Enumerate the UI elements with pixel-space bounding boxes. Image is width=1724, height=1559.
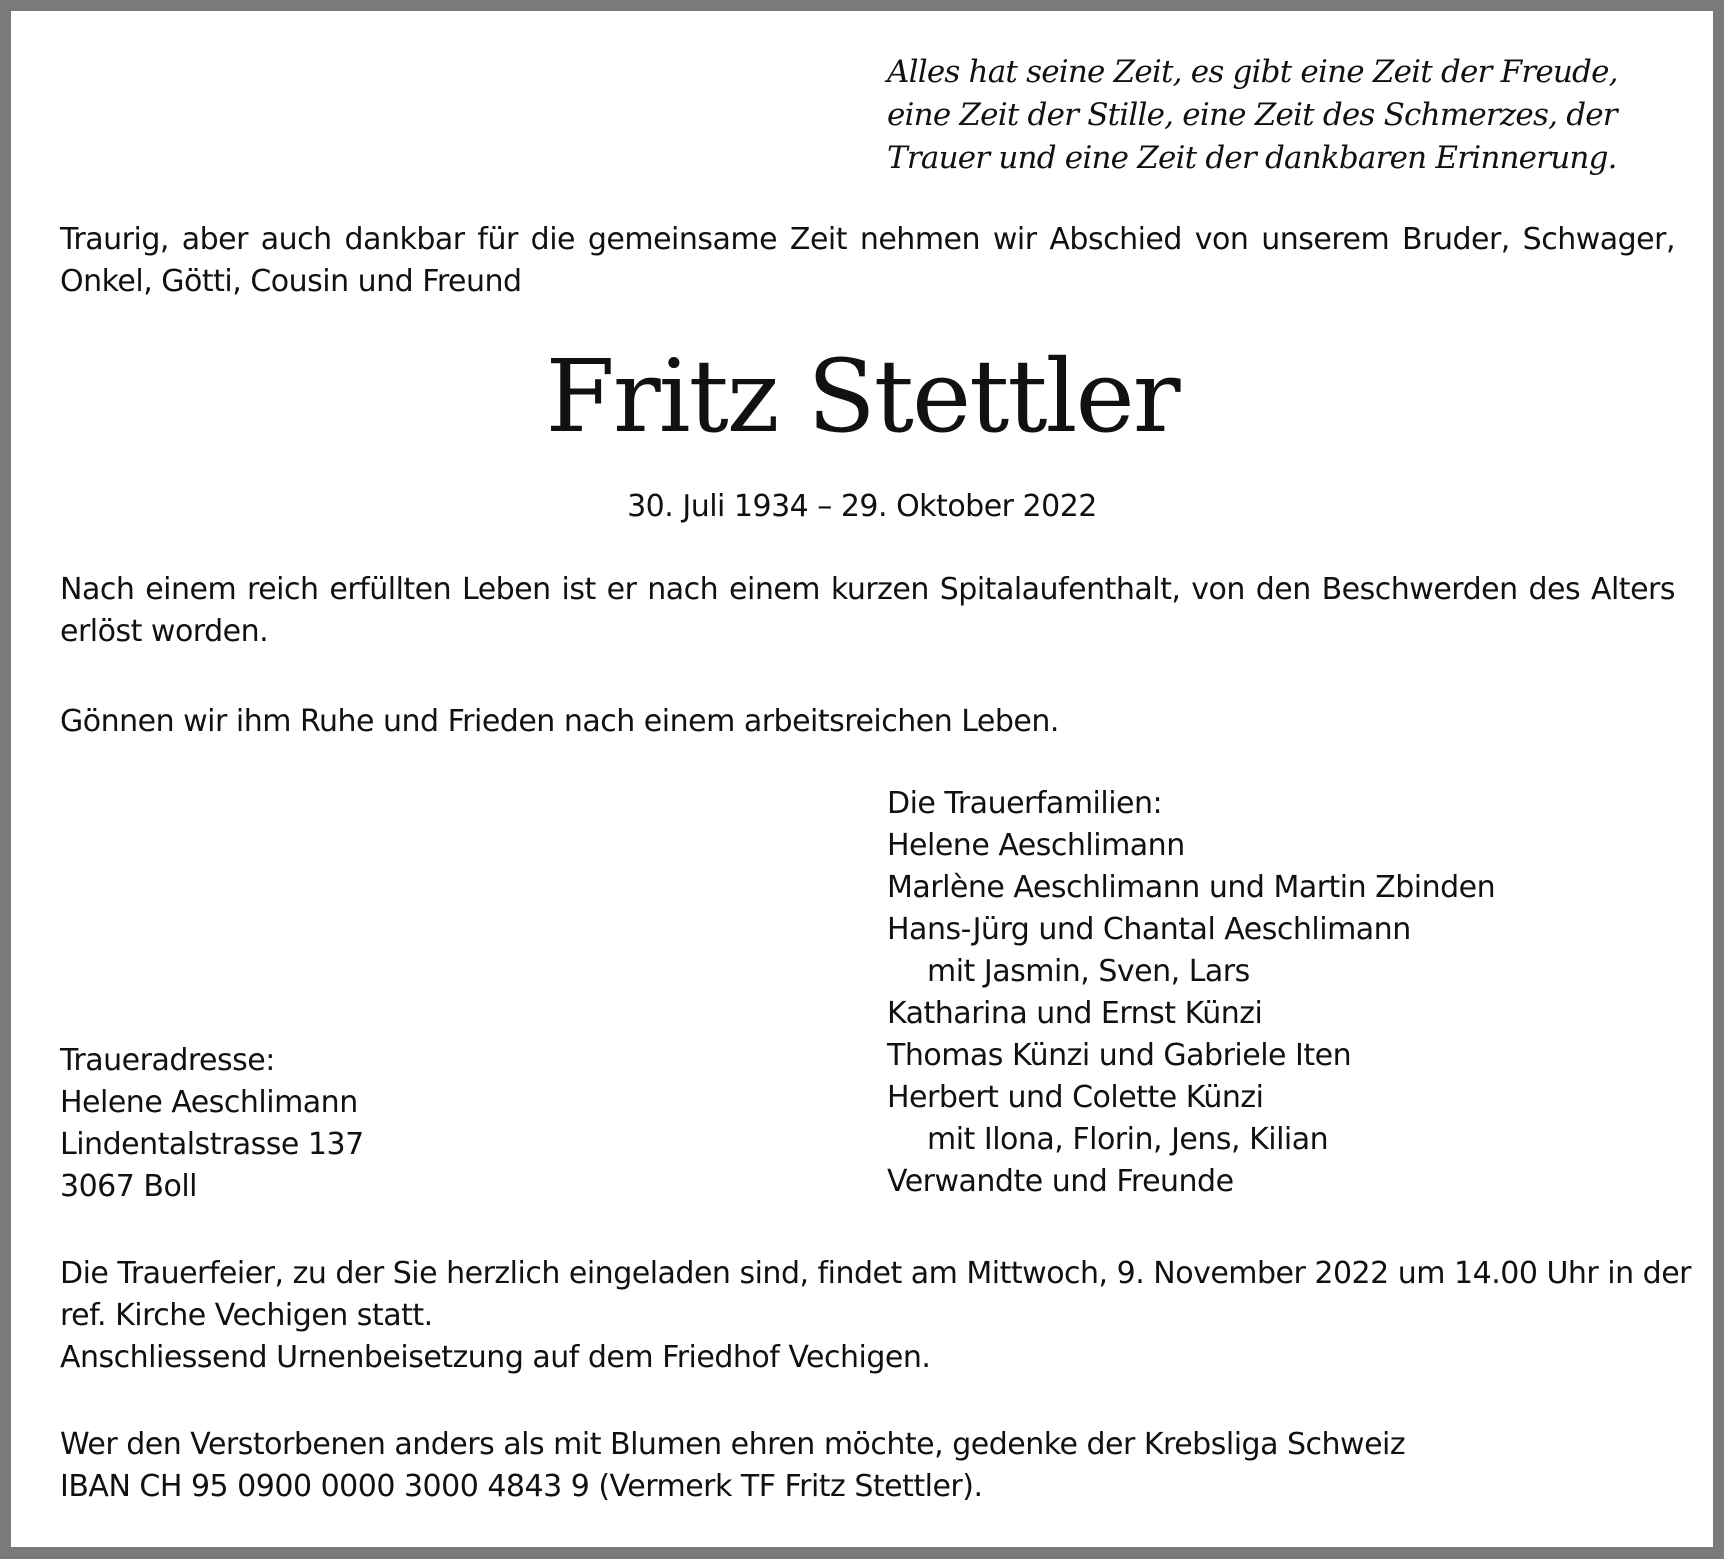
life-dates: 30. Juli 1934 – 29. Oktober 2022 bbox=[627, 489, 1097, 524]
address-street: Lindentalstrasse 137 bbox=[60, 1127, 364, 1162]
family-line: Verwandte und Freunde bbox=[887, 1164, 1234, 1199]
life-paragraph: Nach einem reich erfüllten Leben ist er nach einem kurzen Spitalaufenthalt, von den Beschwerden des Alters erlöst worden. bbox=[60, 572, 1675, 649]
address-heading: Traueradresse: bbox=[60, 1043, 275, 1078]
quote-line: eine Zeit der Stille, eine Zeit des Schmerzes, der bbox=[887, 97, 1617, 133]
ceremony-line: ref. Kirche Vechigen statt. bbox=[60, 1298, 433, 1333]
donation-info bbox=[60, 1424, 1405, 1508]
deceased-name: Fritz Stettler bbox=[545, 338, 1179, 455]
obituary-card bbox=[11, 11, 1713, 1547]
intro-text: Traurig, aber auch dankbar für die gemeinsame Zeit nehmen wir Abschied von unserem Bruder, Schwager, Onkel, Götti, Cousin und Freund bbox=[60, 222, 1675, 299]
rest-paragraph: Gönnen wir ihm Ruhe und Frieden nach einem arbeitsreichen Leben. bbox=[60, 704, 1059, 739]
address-city: 3067 Boll bbox=[60, 1169, 197, 1204]
ceremony-line: Anschliessend Urnenbeisetzung auf dem Friedhof Vechigen. bbox=[60, 1340, 931, 1375]
donation-iban: IBAN CH 95 0900 0000 3000 4843 9 (Vermerk TF Fritz Stettler). bbox=[60, 1469, 983, 1504]
family-line: Hans-Jürg und Chantal Aeschlimann bbox=[887, 912, 1411, 947]
ceremony-line: Die Trauerfeier, zu der Sie herzlich eingeladen sind, findet am Mittwoch, 9. November 2022 um 14.00 Uhr in der bbox=[60, 1256, 1692, 1291]
address-name: Helene Aeschlimann bbox=[60, 1085, 358, 1120]
family-line: mit Ilona, Florin, Jens, Kilian bbox=[927, 1122, 1329, 1157]
quote-line: Trauer und eine Zeit der dankbaren Erinnerung. bbox=[887, 140, 1617, 176]
ceremony-info bbox=[60, 1253, 1692, 1379]
quote-line: Alles hat seine Zeit, es gibt eine Zeit der Freude, bbox=[887, 54, 1618, 90]
family-line: Helene Aeschlimann bbox=[887, 828, 1185, 863]
family-line: Thomas Künzi und Gabriele Iten bbox=[887, 1038, 1352, 1073]
mourning-families bbox=[887, 783, 1495, 1203]
quote bbox=[887, 51, 1618, 180]
family-line: mit Jasmin, Sven, Lars bbox=[927, 954, 1250, 989]
family-line: Marlène Aeschlimann und Martin Zbinden bbox=[887, 870, 1496, 905]
mourning-address bbox=[60, 1040, 364, 1208]
families-heading: Die Trauerfamilien: bbox=[887, 786, 1163, 821]
family-line: Katharina und Ernst Künzi bbox=[887, 996, 1263, 1031]
donation-line: Wer den Verstorbenen anders als mit Blumen ehren möchte, gedenke der Krebsliga Schweiz bbox=[60, 1427, 1406, 1462]
family-line: Herbert und Colette Künzi bbox=[887, 1080, 1264, 1115]
